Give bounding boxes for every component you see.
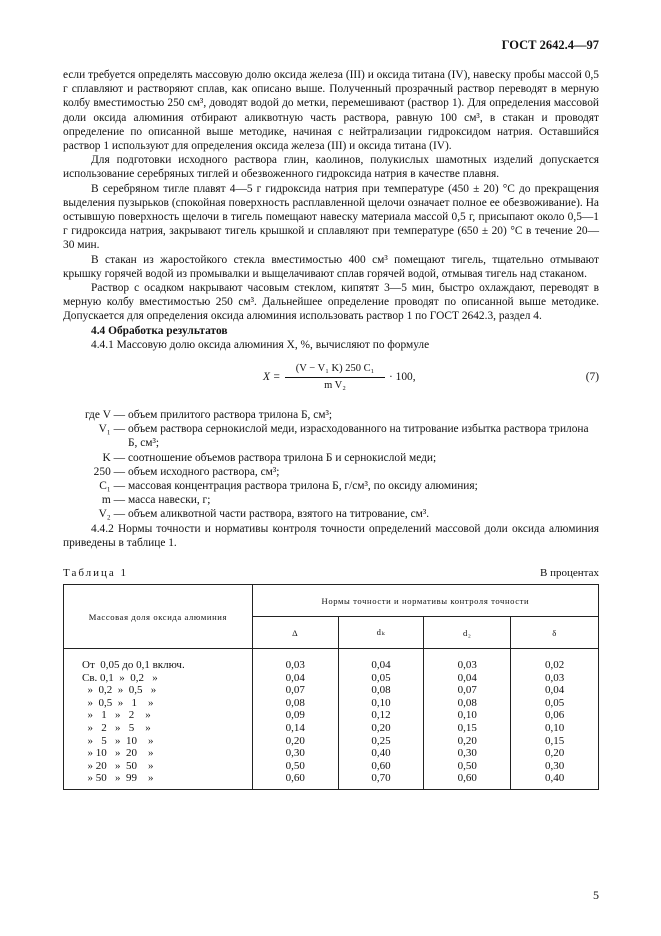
cell-value: 0,03 xyxy=(424,649,511,672)
definition-symbol: V₁ — xyxy=(98,423,125,436)
cell-value: 0,60 xyxy=(424,772,511,789)
definition-text: объем исходного раствора, см³; xyxy=(128,465,280,478)
cell-value: 0,15 xyxy=(424,722,511,735)
definition-row xyxy=(63,422,599,450)
cell-value: 0,30 xyxy=(511,760,599,773)
cell-value: 0,03 xyxy=(252,649,338,672)
cell-range: Св. 0,1 » 0,2 » xyxy=(64,672,253,685)
table-row xyxy=(64,672,599,685)
definition-text: объем прилитого раствора трилона Б, см³; xyxy=(128,409,333,422)
table-row xyxy=(64,649,599,672)
cell-value: 0,07 xyxy=(252,684,338,697)
table-subheader: dₖ xyxy=(338,617,424,649)
definition-row xyxy=(63,408,599,422)
definition-text: объем раствора сернокислой меди, израсходованного на титрование избытка раствора трилона Б, см³; xyxy=(128,423,589,450)
cell-value: 0,70 xyxy=(338,772,424,789)
definition-row xyxy=(63,479,599,493)
table-row xyxy=(64,772,599,789)
cell-value: 0,04 xyxy=(252,672,338,685)
cell-value: 0,05 xyxy=(511,697,599,710)
cell-value: 0,10 xyxy=(511,722,599,735)
cell-value: 0,08 xyxy=(424,697,511,710)
cell-value: 0,10 xyxy=(338,697,424,710)
cell-range: » 5 » 10 » xyxy=(64,735,253,748)
cell-value: 0,60 xyxy=(252,772,338,789)
cell-value: 0,14 xyxy=(252,722,338,735)
paragraph-1: если требуется определять массовую долю оксида железа (III) и оксида титана (IV), навеску пробы массой 0,5 г сплавляют и растворяют сплав, как описано выше. Полученный прозрачный раствор переводят в мерную колбу вместимостью 250 см³, доводят водой до метки, перемешивают (раствор 1). Для определения массовой доли оксида алюминия отбирают аликвотную часть раствора, равную 100 см³, в стакан и проводят определение по описанной выше методике, начиная с нейтрализации гидроксидом натрия. Оставшийся раствор 1 используют для определения оксида железа (III) и оксида титана (IV). xyxy=(63,69,599,153)
table-unit: В процентах xyxy=(540,567,599,579)
definition-symbol: m — xyxy=(101,494,125,507)
cell-value: 0,20 xyxy=(338,722,424,735)
cell-value: 0,08 xyxy=(338,684,424,697)
cell-value: 0,07 xyxy=(424,684,511,697)
cell-value: 0,30 xyxy=(424,747,511,760)
definition-symbol: V₂ — xyxy=(98,508,125,521)
cell-value: 0,20 xyxy=(252,735,338,748)
cell-value: 0,60 xyxy=(338,760,424,773)
paragraph-5: Раствор с осадком накрывают часовым стеклом, кипятят 3—5 мин, быстро охлаждают, переводят в мерную колбу вместимостью 250 см³. Дальнейшее определение проводят по описанной выше методике. Допускается для определения оксида алюминия использовать раствор 1 по ГОСТ 2642.3, раздел 4. xyxy=(63,282,599,323)
cell-value: 0,09 xyxy=(252,709,338,722)
cell-value: 0,04 xyxy=(511,684,599,697)
definition-row xyxy=(63,507,599,521)
table-row xyxy=(64,697,599,710)
cell-value: 0,50 xyxy=(424,760,511,773)
definition-symbol: 250 — xyxy=(93,465,125,478)
cell-range: » 1 » 2 » xyxy=(64,709,253,722)
section-heading: 4.4 Обработка результатов xyxy=(91,324,228,337)
table-row xyxy=(64,735,599,748)
table-body xyxy=(64,649,599,790)
table-header-group: Нормы точности и нормативы контроля точности xyxy=(252,585,598,617)
formula-lhs: X = xyxy=(263,371,281,384)
standard-header: ГОСТ 2642.4—97 xyxy=(501,38,599,52)
cell-value: 0,10 xyxy=(424,709,511,722)
definition-text: масса навески, г; xyxy=(128,494,211,507)
precision-table xyxy=(63,584,599,790)
definition-text: массовая концентрация раствора трилона Б, г/см³, по оксиду алюминия; xyxy=(128,480,478,493)
cell-value: 0,15 xyxy=(511,735,599,748)
cell-value: 0,50 xyxy=(252,760,338,773)
cell-value: 0,02 xyxy=(511,649,599,672)
cell-value: 0,04 xyxy=(424,672,511,685)
page-number: 5 xyxy=(593,888,599,902)
table-row xyxy=(64,684,599,697)
cell-value: 0,05 xyxy=(338,672,424,685)
cell-value: 0,12 xyxy=(338,709,424,722)
cell-value: 0,40 xyxy=(338,747,424,760)
cell-value: 0,06 xyxy=(511,709,599,722)
definitions-list xyxy=(63,408,599,522)
cell-value: 0,03 xyxy=(511,672,599,685)
formula-numerator: (V − V₁ K) 250 C₁ xyxy=(285,362,385,378)
cell-value: 0,40 xyxy=(511,772,599,789)
formula-7 xyxy=(63,356,599,402)
table-subheader: d₂ xyxy=(424,617,511,649)
definition-row xyxy=(63,451,599,465)
formula-fraction xyxy=(285,362,385,393)
definition-text: соотношение объемов раствора трилона Б и сернокислой меди; xyxy=(128,451,437,464)
definition-text: объем аликвотной части раствора, взятого на титрование, см³. xyxy=(128,508,430,521)
formula-multiplier: · 100, xyxy=(389,371,416,384)
table-header-main: Массовая доля оксида алюминия xyxy=(64,585,253,649)
paragraph-table-intro: 4.4.2 Нормы точности и нормативы контроля точности определений массовой доли оксида алюминия приведены в таблице 1. xyxy=(63,522,599,549)
cell-value: 0,20 xyxy=(511,747,599,760)
formula-denominator: m V₂ xyxy=(324,380,346,392)
table-row xyxy=(64,722,599,735)
cell-range: » 0,5 » 1 » xyxy=(64,697,253,710)
body-text xyxy=(63,68,599,550)
paragraph-2: Для подготовки исходного раствора глин, каолинов, полукислых шамотных изделий допускается использование серебряных тиглей и обезвоженного гидроксида натрия в качестве плавня. xyxy=(63,154,599,181)
cell-value: 0,04 xyxy=(338,649,424,672)
definition-symbol: K — xyxy=(102,451,125,464)
definition-symbol: где V — xyxy=(84,409,125,422)
paragraph-4: В стакан из жаростойкого стекла вместимостью 400 см³ помещают тигель, тщательно отмывают крышку горячей водой из промывалки и выщелачивают сплав горячей водой, отмывая тигель над стаканом. xyxy=(63,253,599,280)
paragraph-3: В серебряном тигле плавят 4—5 г гидроксида натрия при температуре (450 ± 20) °С до прекращения выделения пузырьков (спокойная поверхность расплавленной щелочи означает полное ее обезвоживание). На остывшую поверхность щелочи в тигель помещают навеску материала массой 0,5 г, присыпают около 0,5—1 г гидроксида натрия, закрывают тигель крышкой и сплавляют при температуре (650 ± 20) °С в течение 20—30 мин. xyxy=(63,182,599,252)
cell-value: 0,20 xyxy=(424,735,511,748)
formula-number: (7) xyxy=(585,371,599,384)
cell-value: 0,08 xyxy=(252,697,338,710)
cell-value: 0,30 xyxy=(252,747,338,760)
cell-range: » 0,2 » 0,5 » xyxy=(64,684,253,697)
table-row xyxy=(64,709,599,722)
paragraph-formula-intro: 4.4.1 Массовую долю оксида алюминия X, %, вычисляют по формуле xyxy=(91,338,430,351)
table-subheader: Δ xyxy=(252,617,338,649)
cell-value: 0,25 xyxy=(338,735,424,748)
cell-range: От 0,05 до 0,1 включ. xyxy=(64,649,253,672)
cell-range: » 10 » 20 » xyxy=(64,747,253,760)
table-row xyxy=(64,760,599,773)
definition-symbol: C₁ — xyxy=(99,480,125,493)
definition-row xyxy=(63,465,599,479)
table-caption: Таблица 1 xyxy=(63,567,129,579)
table-row xyxy=(64,747,599,760)
cell-range: » 20 » 50 » xyxy=(64,760,253,773)
table-subheader: δ xyxy=(511,617,599,649)
definition-row xyxy=(63,493,599,507)
cell-range: » 50 » 99 » xyxy=(64,772,253,789)
cell-range: » 2 » 5 » xyxy=(64,722,253,735)
